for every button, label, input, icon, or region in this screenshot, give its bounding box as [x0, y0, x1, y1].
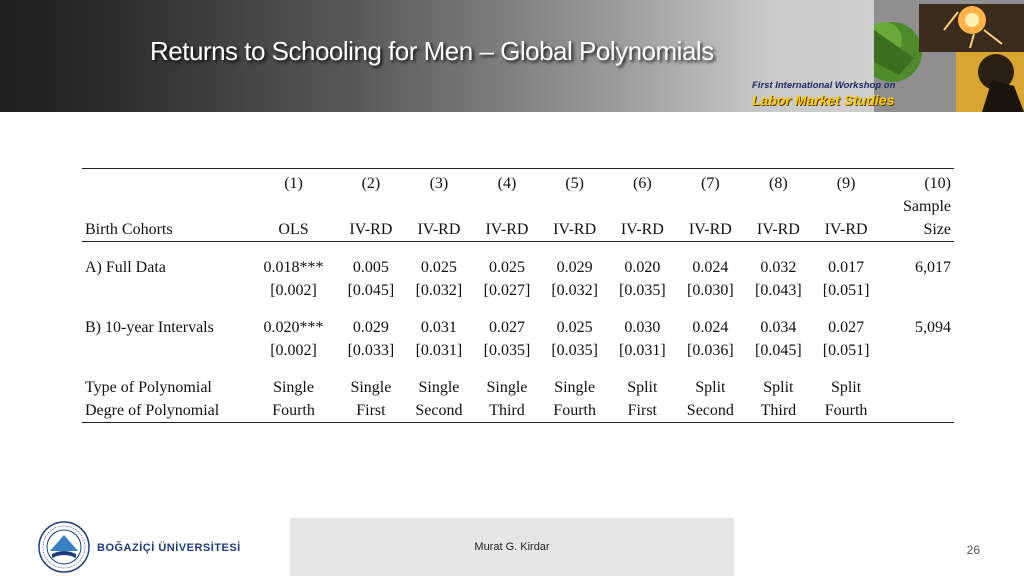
estimate-cell: 0.024	[692, 259, 729, 276]
table-row-intervals-estimates	[82, 302, 954, 339]
col-number: (2)	[337, 169, 405, 196]
poly-degree-cell: Fourth	[812, 399, 880, 423]
estimate-cell: 0.025	[420, 259, 457, 276]
col-number: (6)	[608, 169, 676, 196]
university-seal-icon	[38, 521, 90, 573]
table-header-row-methods	[82, 218, 954, 242]
poly-type-cell: Split	[695, 379, 726, 396]
std-error-cell: [0.036]	[687, 342, 734, 359]
std-error-cell: [0.002]	[270, 342, 317, 359]
poly-type-cell: Split	[830, 379, 862, 396]
estimate-cell: 0.020***	[263, 319, 324, 336]
workshop-name-line2: Labor Market Studies	[752, 92, 895, 108]
header-banner	[0, 0, 1024, 112]
std-error-cell: [0.002]	[270, 282, 317, 299]
estimate-cell: 0.005	[352, 259, 389, 276]
estimate-cell: 0.017	[828, 259, 865, 276]
poly-degree-cell: Third	[473, 399, 541, 423]
method-label: IV-RD	[337, 218, 405, 242]
poly-type-cell: Single	[273, 379, 314, 396]
page-number: 26	[966, 543, 980, 557]
table-row-polynomial-degree	[82, 399, 954, 423]
col-number: (1)	[250, 169, 337, 196]
col-number: (8)	[745, 169, 813, 196]
std-error-cell: [0.035]	[551, 342, 598, 359]
workshop-name-line1: First International Workshop on	[752, 80, 896, 91]
col-number: (7)	[676, 169, 744, 196]
poly-type-cell: Single	[486, 379, 528, 396]
sample-size-cell: 5,094	[915, 319, 951, 336]
estimate-cell: 0.029	[352, 319, 389, 336]
estimate-cell: 0.018***	[263, 259, 324, 276]
results-table	[82, 168, 954, 423]
std-error-cell: [0.027]	[483, 282, 531, 299]
table-header-row-sample	[82, 195, 954, 218]
author-name: Murat G. Kirdar	[474, 541, 550, 553]
col-number: (4)	[473, 169, 541, 196]
col-number: (10)	[880, 169, 954, 196]
method-label: IV-RD	[608, 218, 676, 242]
std-error-cell: [0.032]	[415, 282, 463, 299]
poly-degree-cell: Second	[405, 399, 473, 423]
method-label: IV-RD	[405, 218, 473, 242]
poly-degree-cell: First	[608, 399, 676, 423]
poly-degree-cell: Fourth	[541, 399, 609, 423]
std-error-cell: [0.045]	[755, 342, 802, 359]
std-error-cell: [0.035]	[483, 342, 531, 359]
std-error-cell: [0.030]	[687, 282, 734, 299]
row-label: B) 10-year Intervals	[85, 319, 214, 336]
table-row-intervals-std-errors	[82, 339, 954, 362]
poly-degree-cell: Second	[676, 399, 744, 423]
method-label: IV-RD	[541, 218, 609, 242]
poly-type-cell: Single	[418, 379, 460, 396]
poly-degree-cell: First	[337, 399, 405, 423]
estimate-cell: 0.029	[556, 259, 593, 276]
col-number: (5)	[541, 169, 609, 196]
row-label: A) Full Data	[85, 259, 166, 276]
row-label: Degre of Polynomial	[82, 399, 250, 423]
poly-type-cell: Split	[627, 379, 658, 396]
workshop-banner-image	[874, 0, 1024, 112]
sample-label: Sample	[903, 198, 951, 215]
std-error-cell: [0.045]	[347, 282, 395, 299]
std-error-cell: [0.031]	[415, 342, 463, 359]
table-row-polynomial-type	[82, 362, 954, 399]
col-number: (3)	[405, 169, 473, 196]
table-row-full-data-estimates	[82, 242, 954, 280]
estimate-cell: 0.025	[488, 259, 525, 276]
std-error-cell: [0.032]	[551, 282, 598, 299]
estimate-cell: 0.020	[624, 259, 661, 276]
std-error-cell: [0.051]	[822, 282, 870, 299]
std-error-cell: [0.033]	[347, 342, 395, 359]
estimate-cell: 0.034	[760, 319, 797, 336]
row-label: Type of Polynomial	[85, 379, 212, 396]
row-header-label: Birth Cohorts	[82, 218, 250, 242]
poly-degree-cell: Third	[745, 399, 813, 423]
col-number: (9)	[812, 169, 880, 196]
university-name: BOĞAZİÇİ ÜNİVERSİTESİ	[97, 542, 241, 554]
method-label: IV-RD	[676, 218, 744, 242]
method-label: IV-RD	[473, 218, 541, 242]
poly-type-cell: Single	[554, 379, 596, 396]
estimate-cell: 0.027	[488, 319, 525, 336]
method-label: IV-RD	[812, 218, 880, 242]
slide-title: Returns to Schooling for Men – Global Polynomials	[150, 36, 714, 66]
estimate-cell: 0.031	[420, 319, 457, 336]
estimate-cell: 0.030	[624, 319, 661, 336]
estimate-cell: 0.027	[828, 319, 865, 336]
sample-size-cell: 6,017	[915, 259, 951, 276]
poly-type-cell: Split	[763, 379, 794, 396]
table-header-row-numbers	[82, 169, 954, 196]
estimate-cell: 0.025	[556, 319, 593, 336]
std-error-cell: [0.035]	[619, 282, 666, 299]
poly-degree-cell: Fourth	[250, 399, 337, 423]
estimate-cell: 0.032	[760, 259, 797, 276]
method-label: OLS	[250, 218, 337, 242]
std-error-cell: [0.043]	[755, 282, 802, 299]
method-label: IV-RD	[745, 218, 813, 242]
estimate-cell: 0.024	[692, 319, 729, 336]
std-error-cell: [0.051]	[822, 342, 870, 359]
std-error-cell: [0.031]	[619, 342, 666, 359]
size-label: Size	[880, 218, 954, 242]
poly-type-cell: Single	[350, 379, 392, 396]
table-row-full-data-std-errors	[82, 279, 954, 302]
